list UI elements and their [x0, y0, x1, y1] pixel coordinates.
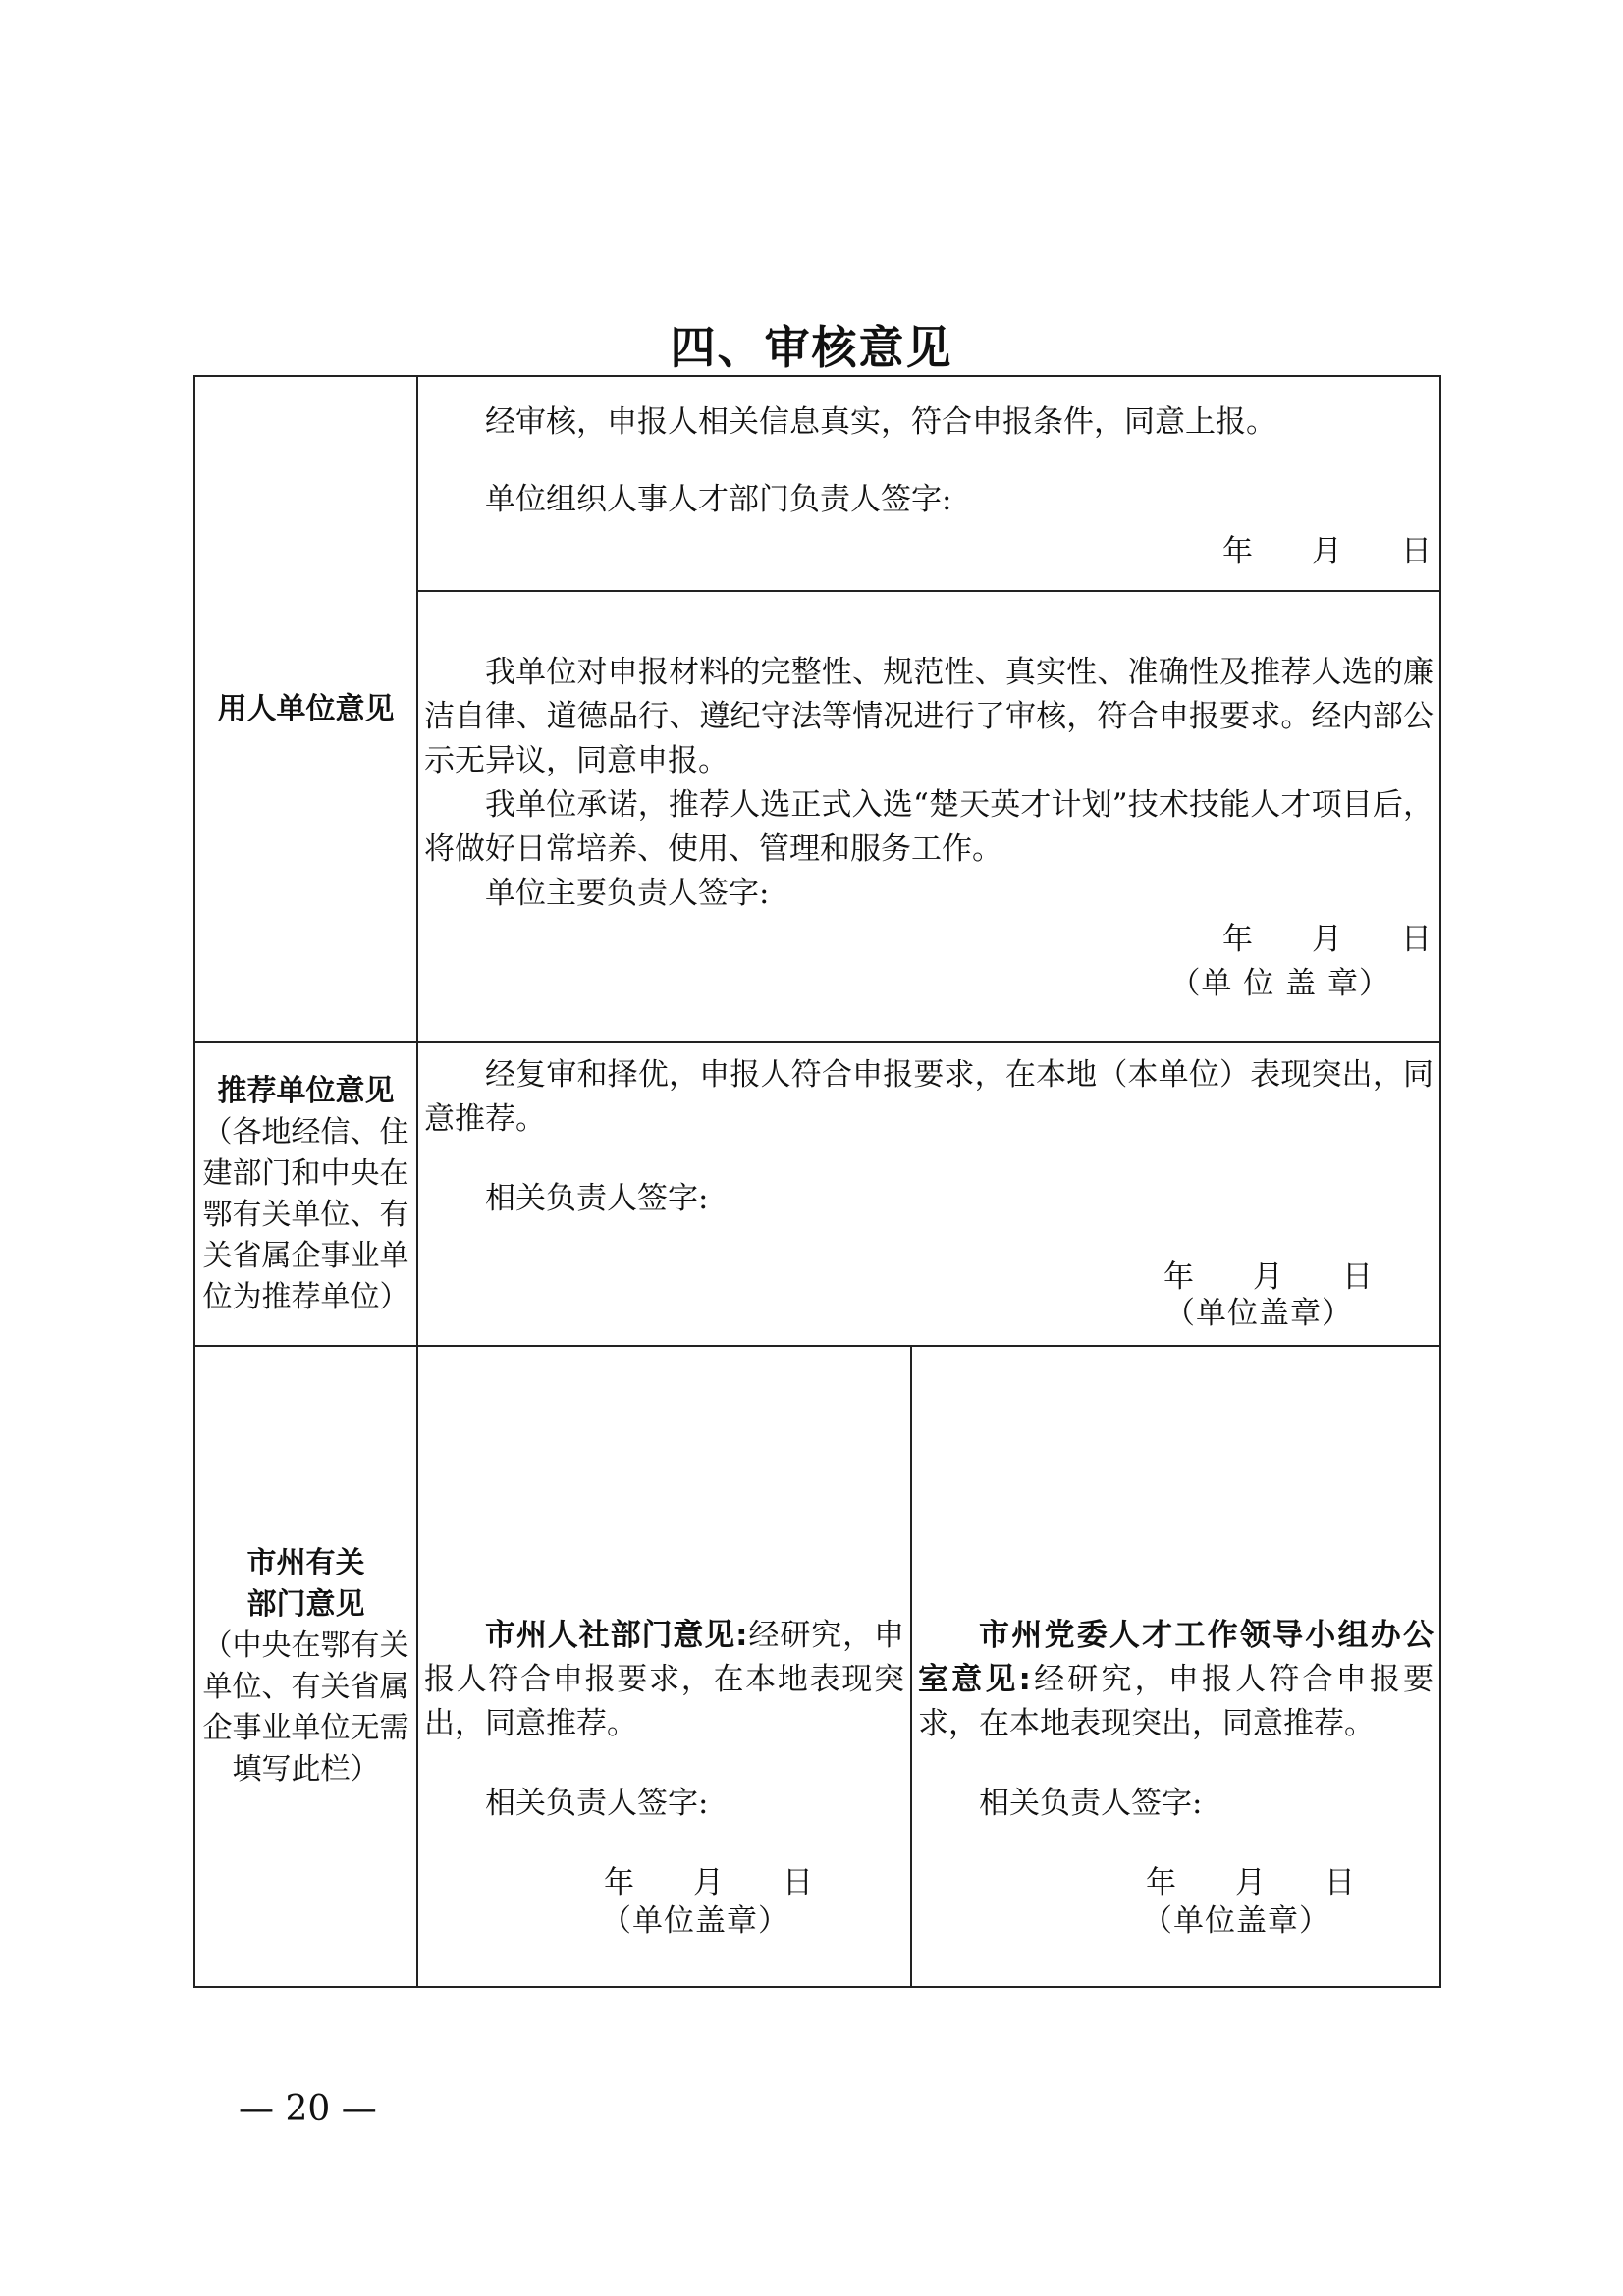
city-hr-opinion: [424, 1614, 904, 1746]
city-label-cell: [194, 1346, 417, 1987]
recommender-opinion-text: 经复审和择优，申报人符合申报要求，在本地（本单位）表现突出，同意推荐。: [424, 1057, 1434, 1137]
employer-review-paragraph: 我单位对申报材料的完整性、规范性、真实性、准确性及推荐人选的廉洁自律、道德品行、遵纪守法等情况进行了审核，符合申报要求。经内部公示无异议，同意申报。: [424, 655, 1434, 778]
date-year: 年: [1222, 534, 1253, 569]
employer-chief-sign: 单位主要负责人签字:: [485, 876, 770, 911]
city-party-opinion: [918, 1614, 1434, 1746]
employer-review-date: [424, 530, 1434, 574]
employer-review-cell: [417, 376, 1440, 591]
date-year: 年: [1163, 1259, 1194, 1295]
recommender-sign: 相关负责人签字:: [485, 1181, 709, 1216]
date-month: 月: [693, 1865, 724, 1900]
page-title: 四、审核意见: [670, 321, 953, 374]
city-hr-seal: （单位盖章）: [601, 1903, 789, 1939]
date-month: 月: [1235, 1865, 1266, 1900]
city-hr-sign: 相关负责人签字:: [485, 1786, 709, 1821]
date-year: 年: [1146, 1865, 1176, 1900]
city-party-seal: （单位盖章）: [1142, 1903, 1330, 1939]
employer-label: 用人单位意见: [217, 691, 395, 726]
date-day: 日: [1325, 1865, 1355, 1900]
page-number: — 20 —: [239, 2089, 377, 2129]
date-month: 月: [1312, 534, 1342, 569]
date-day: 日: [1401, 922, 1432, 957]
city-hr-text: 经研究，申报人符合申报要求，在本地表现突出，同意推荐。: [424, 1618, 904, 1741]
city-party-text: 经研究，申报人符合申报要求，在本地表现突出，同意推荐。: [918, 1662, 1434, 1741]
date-day: 日: [1401, 534, 1432, 569]
date-year: 年: [604, 1865, 634, 1900]
recommender-label-note: （各地经信、住建部门和中央在鄂有关单位、有关省属企事业单位为推荐单位）: [202, 1114, 409, 1314]
employer-commitment-paragraph: 我单位承诺，推荐人选正式入选“楚天英才计划”技术技能人才项目后，将做好日常培养、使用、管理和服务工作。: [424, 787, 1434, 867]
employer-label-cell: [194, 376, 417, 1042]
recommender-label-bold: 推荐单位意见: [217, 1073, 395, 1108]
city-party-sign: 相关负责人签字:: [979, 1786, 1203, 1821]
date-day: 日: [783, 1865, 813, 1900]
city-party-cell: [911, 1346, 1440, 1987]
city-hr-lead: 市州人社部门意见:: [485, 1618, 748, 1653]
employer-review-sign: 单位组织人事人才部门负责人签字:: [485, 482, 952, 517]
city-hr-cell: [417, 1346, 911, 1987]
date-year: 年: [1222, 922, 1253, 957]
city-label-note: （中央在鄂有关单位、有关省属企事业单位无需填写此栏）: [202, 1628, 409, 1787]
recommender-opinion-cell: [417, 1042, 1440, 1346]
review-opinion-table: [193, 375, 1441, 1988]
employer-chief-date: [424, 918, 1434, 962]
employer-review-text: 经审核，申报人相关信息真实，符合申报条件，同意上报。: [485, 404, 1276, 440]
city-label-bold: 市州有关部门意见: [246, 1545, 365, 1622]
recommender-label-cell: [194, 1042, 417, 1346]
date-day: 日: [1342, 1259, 1373, 1295]
recommender-seal: （单位盖章）: [1164, 1296, 1353, 1331]
employer-commitment-cell: [417, 591, 1440, 1042]
city-party-lead: 市州党委人才工作领导小组办公室意见:: [918, 1618, 1434, 1697]
date-month: 月: [1312, 922, 1342, 957]
date-month: 月: [1253, 1259, 1283, 1295]
employer-seal: （单 位 盖 章）: [1169, 966, 1390, 1001]
